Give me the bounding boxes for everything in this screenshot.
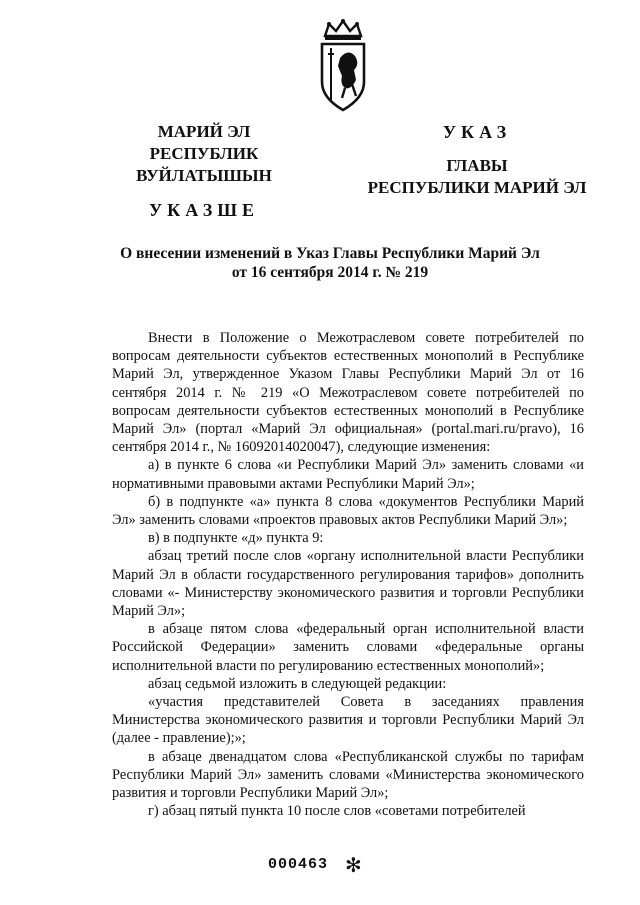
title-line2: от 16 сентября 2014 г. № 219 bbox=[231, 264, 429, 281]
document-body bbox=[112, 329, 584, 820]
header-right-line3: РЕСПУБЛИКИ МАРИЙ ЭЛ bbox=[367, 178, 587, 197]
header-left-block bbox=[104, 121, 304, 221]
title-line1: О внесении изменений в Указ Главы Республики Марий Эл bbox=[120, 245, 540, 262]
document-serial-number: 000463 bbox=[268, 856, 329, 873]
header-left-line3: УКАЗШЕ bbox=[148, 200, 260, 220]
header-left-line2: ВУЙЛАТЫШЫН bbox=[136, 166, 272, 185]
body-paragraph: в) в подпункте «д» пункта 9: bbox=[148, 530, 324, 547]
body-paragraph: а) в пункте 6 слова «и Республики Марий Эл» заменить словами «и нормативными правовыми актами Республики Марий Эл»; bbox=[112, 457, 584, 492]
body-paragraph: б) в подпункте «а» пункта 8 слова «документов Республики Марий Эл» заменить словами «проектов правовых актов Республики Марий Эл»; bbox=[112, 493, 584, 529]
body-paragraph: в абзаце пятом слова «федеральный орган исполнительной власти Российской Федерации» заменить словами «федеральные органы исполнительной власти по регулированию естественных монополий»; bbox=[112, 621, 584, 674]
header-right-line2: ГЛАВЫ bbox=[446, 156, 508, 175]
body-paragraph: «участия представителей Совета в заседаниях правления Министерства экономического развития и торговли Республики Марий Эл (далее - правление);»; bbox=[112, 694, 584, 747]
coat-of-arms-emblem bbox=[318, 18, 368, 114]
body-paragraph: Внести в Положение о Межотраслевом совете потребителей по вопросам деятельности субъектов естественных монополий в Республике Марий Эл, утвержденное Указом Главы Республики Марий Эл от 16 сентября 2014 г. № 219 «О Межотраслевом совете потребителей по вопросам деятельности субъектов естественных монополий в Республике Марий Эл» (портал «Марий Эл официальная» (portal.mari.ru/pravo), 16 сентября 2014 г., № 16092014020047), следующие изменения: bbox=[112, 330, 584, 456]
header-right-line1: УКАЗ bbox=[442, 122, 512, 142]
body-paragraph: в абзаце двенадцатом слова «Республиканской службы по тарифам Республики Марий Эл» заменить словами «Министерства экономического развития и торговли Республики Марий Эл»; bbox=[112, 748, 584, 802]
asterisk-mark-icon: ✻ bbox=[345, 853, 362, 877]
header-left-line1: МАРИЙ ЭЛ РЕСПУБЛИК bbox=[149, 122, 259, 163]
document-title bbox=[90, 244, 570, 282]
header-right-block bbox=[362, 121, 592, 199]
body-paragraph: абзац третий после слов «органу исполнительной власти Республики Марий Эл в области государственного регулирования тарифов» дополнить словами «- Министерству экономического развития и торговли Республики Марий Эл»; bbox=[112, 548, 584, 620]
body-paragraph: абзац седьмой изложить в следующей редакции: bbox=[148, 675, 447, 692]
body-paragraph: г) абзац пятый пункта 10 после слов «советами потребителей bbox=[148, 803, 526, 820]
